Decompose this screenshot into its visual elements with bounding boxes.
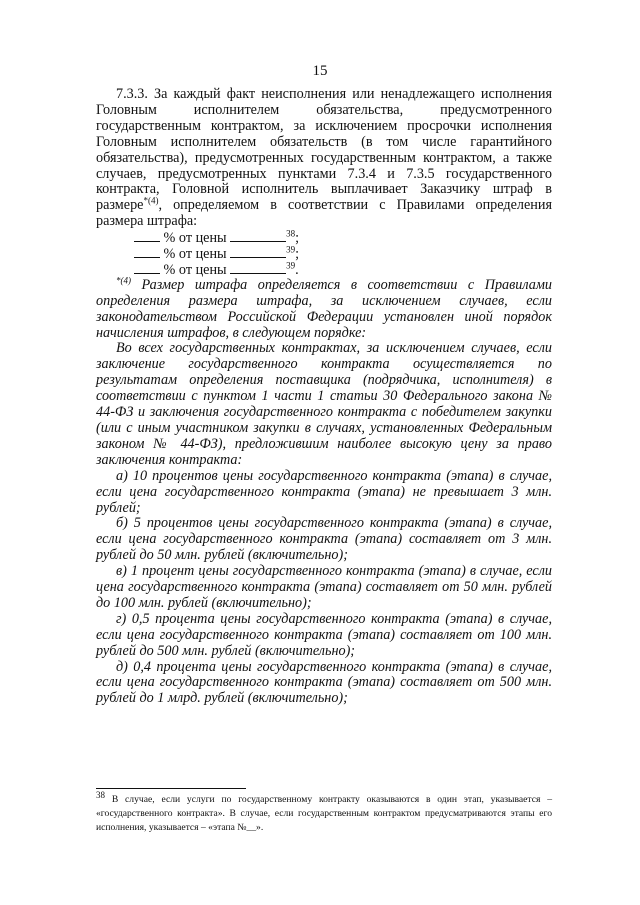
footnote-ref: 39 xyxy=(286,260,296,271)
blank-field xyxy=(134,230,160,242)
fill-line-end: . xyxy=(295,261,299,278)
blank-field xyxy=(230,230,286,242)
note-intro xyxy=(96,275,552,342)
blank-field xyxy=(134,262,160,274)
footnote xyxy=(96,789,553,835)
fill-line-label: % от цены xyxy=(163,246,227,263)
fill-line-label: % от цены xyxy=(163,230,227,247)
note-intro-text: Размер штрафа определяется в соответствии с Правилами определения размера штрафа, за исключением случаев, если законодательством Российской Федерации установлен иной порядок начисления штрафов, в следующем порядке: xyxy=(96,276,552,341)
note-general: Во всех государственных контрактах, за исключением случаев, если заключение государственного контракта осуществляется по результатам определения поставщика (подрядчика, исполнителя) в соответствии с пунктом 1 части 1 статьи 30 Федерального закона № 44-ФЗ и заключения государственного контракта с победителем закупки (или с иным участником закупки в случаях, установленных Федеральным законом № 44-ФЗ), предложившим наиболее высокую цену за право заключения контракта: xyxy=(96,340,552,468)
page-number: 15 xyxy=(312,63,328,79)
footnote-divider xyxy=(96,788,246,789)
footnote-text: В случае, если услуги по государственному контракту оказываются в один этап, указывается – «государственного контракта». В случае, если государственным контрактом предусматриваются этапы его исполнения, указывается – «этапа №__». xyxy=(96,794,553,833)
page-content xyxy=(96,87,552,707)
note-marker: *(4) xyxy=(116,275,131,286)
note-item-d: д) 0,4 процента цены государственного контракта (этапа) в случае, если цена государственного контракта (этапа) составляет от 500 млн. рублей до 1 млрд. рублей (включительно); xyxy=(96,658,552,707)
blank-field xyxy=(134,246,160,258)
note-item-b: б) 5 процентов цены государственного контракта (этапа) в случае, если цена государственного контракта (этапа) составляет от 3 млн. рублей до 50 млн. рублей (включительно); xyxy=(96,515,552,564)
clause-text-end: , определяемом в соответствии с Правилами определения размера штрафа: xyxy=(96,197,552,230)
fill-line xyxy=(134,262,552,278)
footnote-ref: 39 xyxy=(286,244,296,255)
note-item-v: в) 1 процент цены государственного контракта (этапа) в случае, если цена государственного контракта (этапа) составляет от 50 млн. рублей до 100 млн. рублей (включительно); xyxy=(96,563,552,611)
blank-field xyxy=(230,262,286,274)
fill-line xyxy=(134,246,552,262)
fill-line-end: ; xyxy=(295,230,300,247)
note-item-a: а) 10 процентов цены государственного контракта (этапа) в случае, если цена государственного контракта (этапа) не превышает 3 млн. рублей; xyxy=(96,467,552,516)
fill-line-end: ; xyxy=(295,246,300,263)
footnote-ref: 38 xyxy=(286,228,296,239)
clause-marker: *(4) xyxy=(143,195,159,206)
fill-line xyxy=(134,230,552,246)
clause-text: 7.3.3. За каждый факт неисполнения или ненадлежащего исполнения Головным исполнителем обязательства, предусмотренного государственным контрактом, за исключением просрочки исполнения Головным исполнителем обязательств (в том числе гарантийного обязательства), предусмотренных государственным контрактом, а также случаев, предусмотренных пунктами 7.3.4 и 7.3.5 государственного контракта, Головной исполнитель выплачивает Заказчику штраф в размере xyxy=(96,86,552,214)
fill-lines xyxy=(134,230,552,278)
clause-paragraph xyxy=(96,87,552,230)
note-item-g: г) 0,5 процента цены государственного контракта (этапа) в случае, если цена государственного контракта (этапа) составляет от 100 млн. рублей до 500 млн. рублей (включительно); xyxy=(96,610,552,659)
fill-line-label: % от цены xyxy=(163,261,227,278)
footnote-number: 38 xyxy=(96,789,105,800)
blank-field xyxy=(230,246,286,258)
